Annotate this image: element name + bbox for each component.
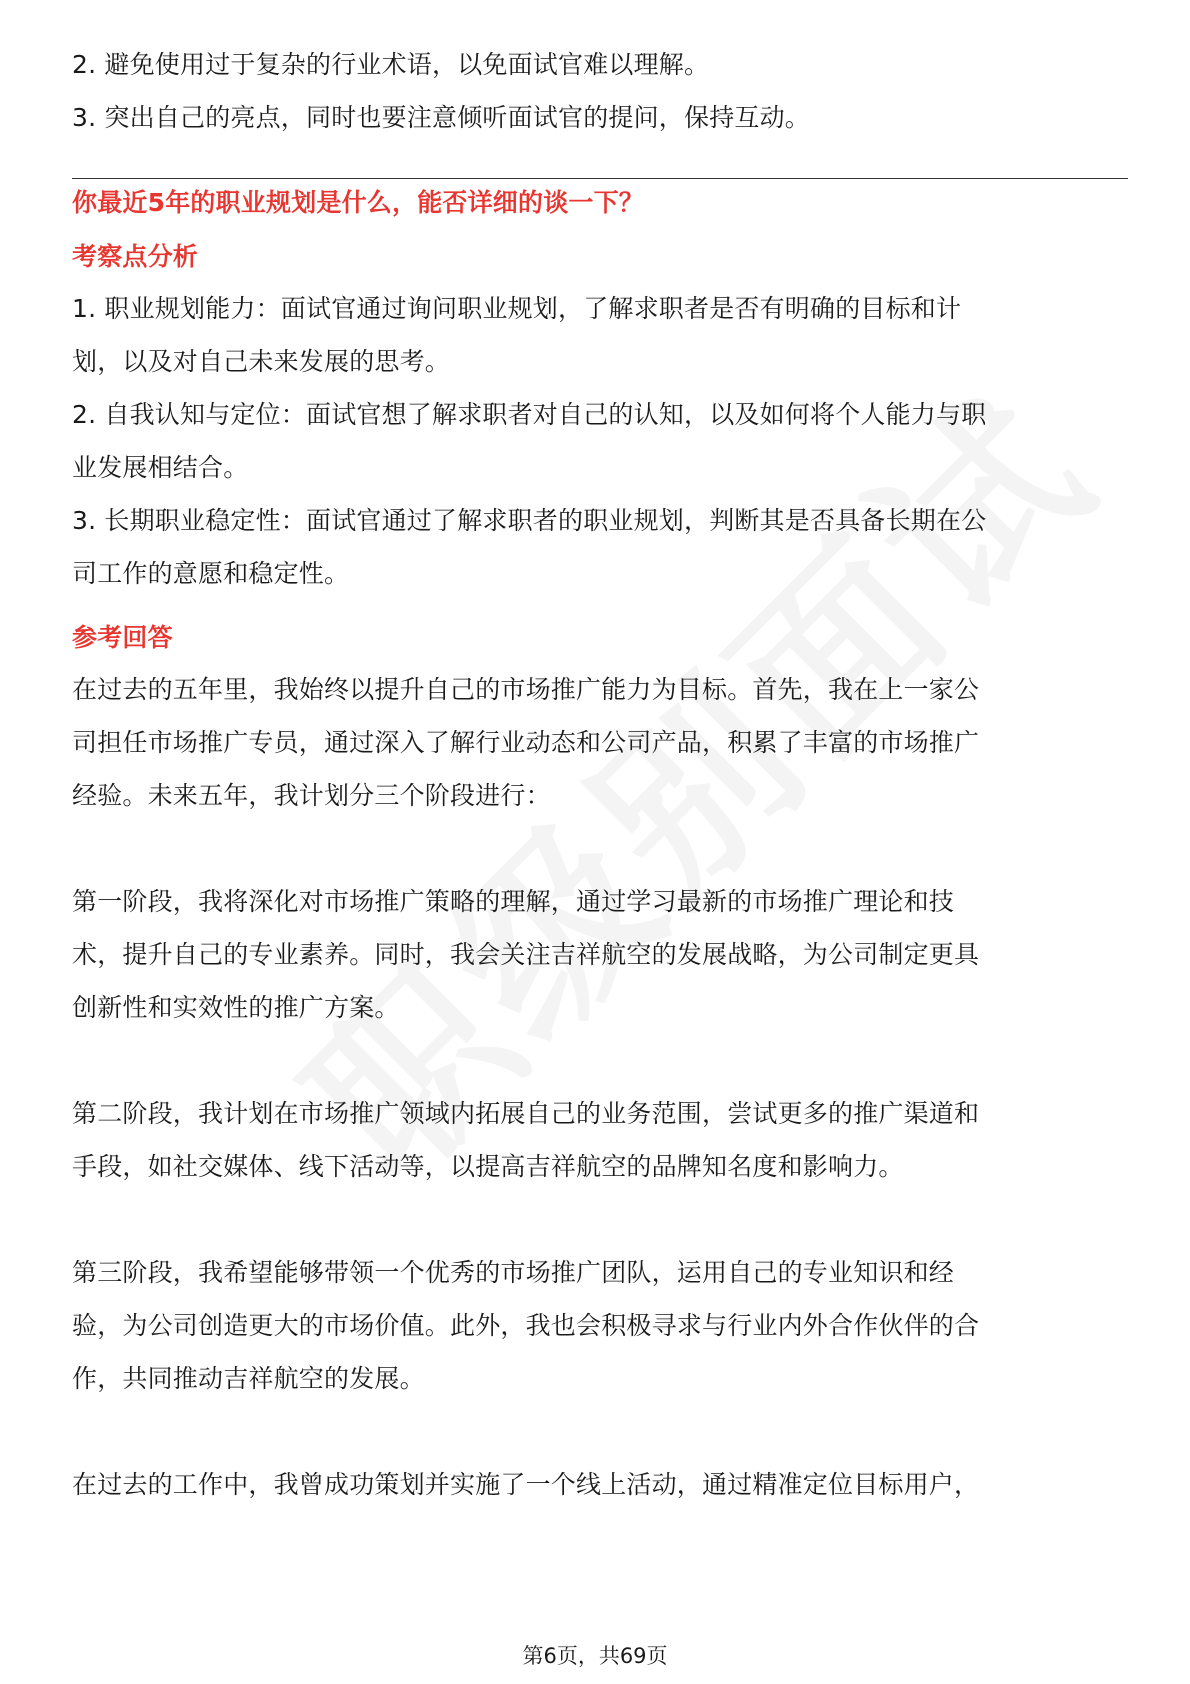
answer-line: 经验。未来五年，我计划分三个阶段进行： xyxy=(72,781,551,810)
analysis-line: 划，以及对自己未来发展的思考。 xyxy=(72,347,451,376)
answer-line: 第一阶段，我将深化对市场推广策略的理解，通过学习最新的市场推广理论和技 xyxy=(72,887,955,916)
answer-line: 第三阶段，我希望能够带领一个优秀的市场推广团队，运用自己的专业知识和经 xyxy=(72,1258,955,1287)
watermark xyxy=(240,326,1140,1226)
prev-item-2: 2. 避免使用过于复杂的行业术语，以免面试官难以理解。 xyxy=(72,50,710,79)
answer-line: 验，为公司创造更大的市场价值。此外，我也会积极寻求与行业内外合作伙伴的合 xyxy=(72,1311,980,1340)
analysis-line: 2. 自我认知与定位：面试官想了解求职者对自己的认知，以及如何将个人能力与职 xyxy=(72,400,987,429)
answer-line: 在过去的工作中，我曾成功策划并实施了一个线上活动，通过精准定位目标用户， xyxy=(72,1470,980,1499)
prev-item-3: 3. 突出自己的亮点，同时也要注意倾听面试官的提问，保持互动。 xyxy=(72,103,811,132)
answer-heading: 参考回答 xyxy=(72,623,173,652)
answer-line: 手段，如社交媒体、线下活动等，以提高吉祥航空的品牌知名度和影响力。 xyxy=(72,1152,904,1181)
analysis-line: 1. 职业规划能力：面试官通过询问职业规划，了解求职者是否有明确的目标和计 xyxy=(72,294,962,323)
answer-line: 作，共同推动吉祥航空的发展。 xyxy=(72,1364,425,1393)
answer-line: 第二阶段，我计划在市场推广领域内拓展自己的业务范围，尝试更多的推广渠道和 xyxy=(72,1099,980,1128)
question-title: 你最近5年的职业规划是什么，能否详细的谈一下？ xyxy=(72,188,644,217)
page-footer: 第6页，共69页 xyxy=(522,1644,668,1668)
analysis-heading: 考察点分析 xyxy=(72,242,199,271)
answer-line: 术，提升自己的专业素养。同时，我会关注吉祥航空的发展战略，为公司制定更具 xyxy=(72,940,980,969)
answer-line: 在过去的五年里，我始终以提升自己的市场推广能力为目标。首先，我在上一家公 xyxy=(72,675,980,704)
analysis-line: 司工作的意愿和稳定性。 xyxy=(72,559,350,588)
analysis-line: 业发展相结合。 xyxy=(72,453,249,482)
answer-line: 司担任市场推广专员，通过深入了解行业动态和公司产品，积累了丰富的市场推广 xyxy=(72,728,980,757)
analysis-line: 3. 长期职业稳定性：面试官通过了解求职者的职业规划，判断其是否具备长期在公 xyxy=(72,506,987,535)
section-divider xyxy=(72,178,1128,179)
answer-line: 创新性和实效性的推广方案。 xyxy=(72,993,400,1022)
